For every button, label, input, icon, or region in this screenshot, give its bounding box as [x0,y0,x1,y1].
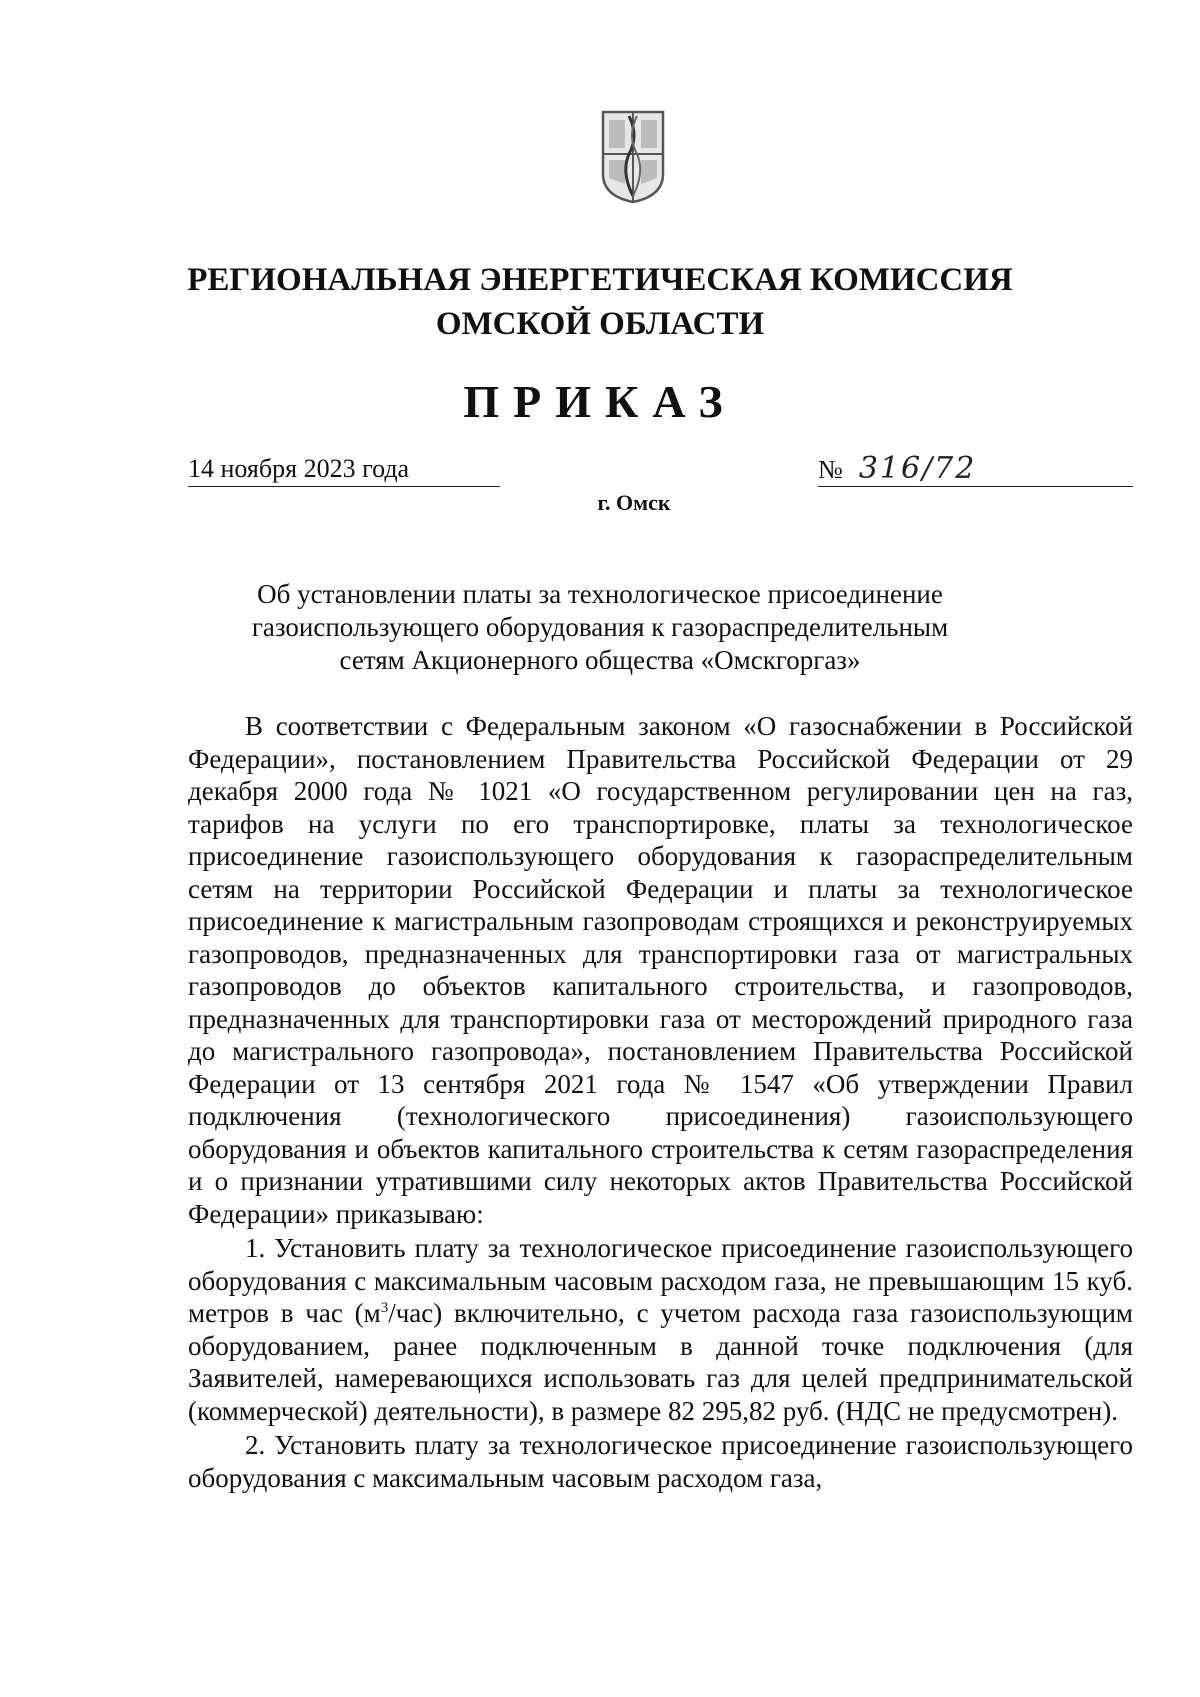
organization-name-line1: РЕГИОНАЛЬНАЯ ЭНЕРГЕТИЧЕСКАЯ КОМИССИЯ [187,262,1013,298]
document-type-title: ПРИКАЗ [463,376,737,427]
order-subject-line1: Об установлении платы за технологическое присоединение [257,579,943,609]
clause-1-paragraph [188,1232,1133,1427]
order-number-handwritten: 316/72 [858,451,977,486]
organization-name-line2: ОМСКОЙ ОБЛАСТИ [435,306,765,342]
clause-1-text-b: /час) включительно, с учетом расхода газа газоиспользующим оборудованием, ранее подключенным в данной точке подключения (для Заявителей, намеревающихся использовать газ для целей предпринимательской (коммерческой) деятельности), в размере 82 295,82 руб. (НДС не предусмотрен). [188,1298,1133,1426]
clause-2-paragraph: 2. Установить плату за технологическое присоединение газоиспользующего оборудования с максимальным часовым расходом газа, [188,1430,1133,1493]
order-body [188,710,1133,1494]
preamble-paragraph: В соответствии с Федеральным законом «О газоснабжении в Российской Федерации», постановлением Правительства Российской Федерации от 29 декабря 2000 года № 1021 «О государственном регулировании цен на газ, тарифов на услуги по его транспортировке, платы за технологическое присоединение газоиспользующего оборудования к газораспределительным сетям на территории Российской Федерации и платы за технологическое присоединение к магистральным газопроводам строящихся и реконструируемых газопроводов, предназначенных для транспортировки газа от магистральных газопроводов до объектов капитального строительства, и газопроводов, предназначенных для транспортировки газа от месторождений природного газа до магистрального газопровода», постановлением Правительства Российской Федерации от 13 сентября 2021 года № 1547 «Об утверждении Правил подключения (технологического присоединения) газоиспользующего оборудования и объектов капитального строительства к сетям газораспределения и о признании утратившими силу некоторых актов Правительства Российской Федерации» приказываю: [188,711,1133,1229]
organization-name [150,258,1050,346]
clause-1-text-a: 1. Установить плату за технологическое присоединение газоиспользующего оборудования с максимальным часовым расходом газа, не превышающим 15 куб. метров в час (м [188,1233,1133,1328]
coat-of-arms-icon [599,106,667,204]
order-subject-line2: газоиспользующего оборудования к газораспределительным [251,612,949,642]
order-subject-line3: сетям Акционерного общества «Омскгоргаз» [339,645,861,675]
city: г. Омск [597,490,671,515]
order-number [818,452,1133,487]
order-number-label: № [818,455,843,484]
order-date: 14 ноября 2023 года [188,452,500,487]
clause-1-superscript: 3 [380,1300,389,1316]
order-subject [200,578,1000,677]
